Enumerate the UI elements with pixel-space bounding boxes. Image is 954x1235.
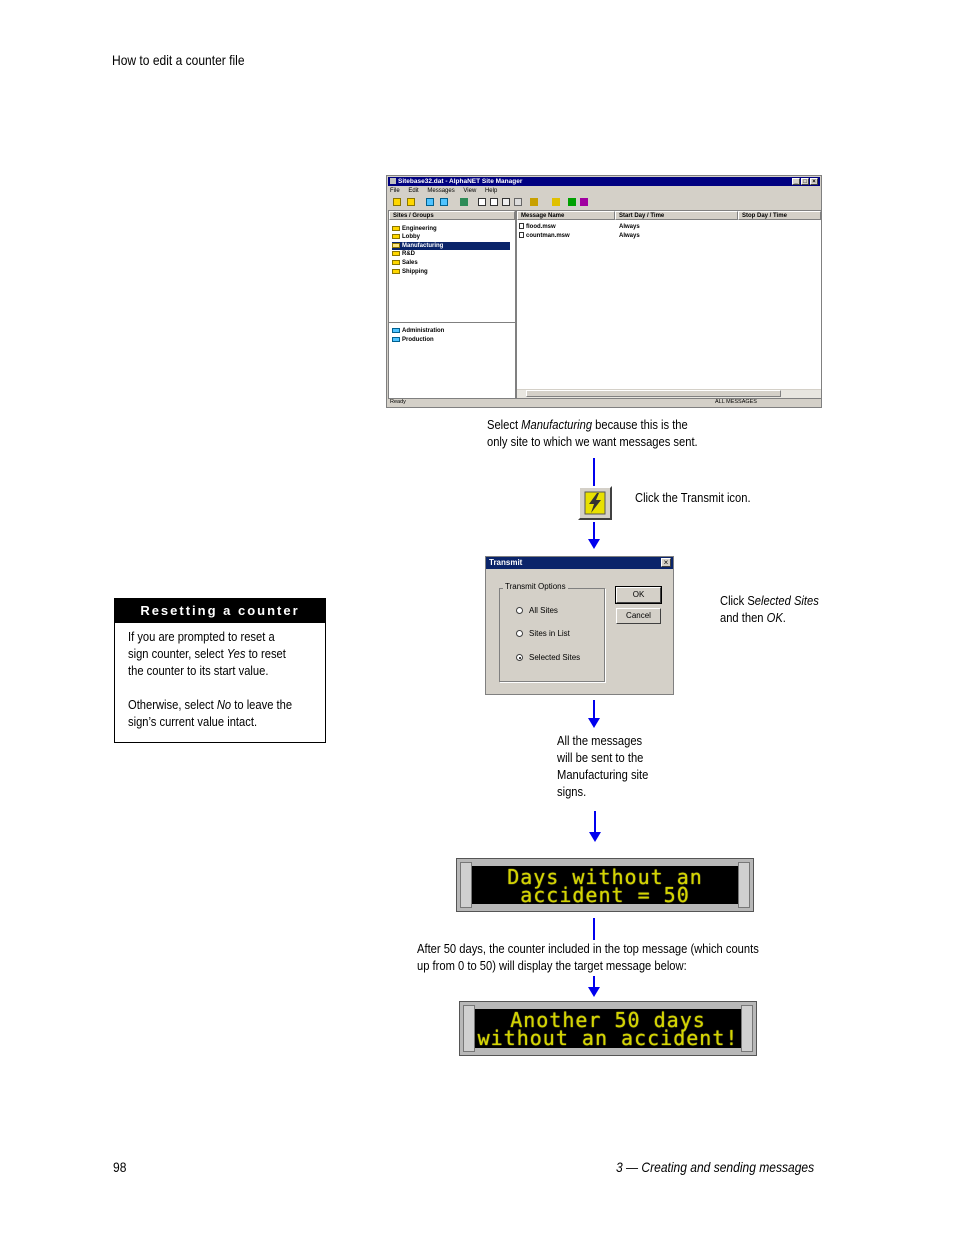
click-caption-line2: and then OK. — [720, 610, 786, 625]
open-group-icon[interactable] — [440, 198, 448, 206]
resetting-counter-sidebar — [114, 598, 326, 743]
after-caption-1: After 50 days, the counter included in the top message (which counts — [417, 941, 759, 956]
status-icon[interactable] — [568, 198, 576, 206]
led-screen — [475, 1009, 741, 1048]
menu-help[interactable]: Help — [484, 188, 498, 194]
transmit-dialog — [485, 556, 674, 695]
menu-edit[interactable]: Edit — [408, 188, 419, 194]
sidebar-text: sign’s current value intact. — [128, 714, 258, 729]
site-rnd[interactable]: R&D — [392, 250, 415, 258]
help-icon[interactable] — [580, 198, 588, 206]
transmit-icon[interactable] — [578, 486, 612, 520]
sidebar-text: If you are prompted to reset a — [128, 629, 275, 644]
page-header: How to edit a counter file — [112, 52, 245, 68]
window-titlebar — [388, 177, 820, 186]
message-row[interactable]: flood.msw — [519, 223, 556, 231]
dialog-title: Transmit — [486, 557, 673, 569]
sidebar-text: Otherwise, select No to leave the — [128, 697, 293, 712]
sent-caption-4: signs. — [557, 784, 587, 799]
toolbar — [390, 197, 818, 207]
dialog-close-icon[interactable]: × — [661, 558, 671, 567]
menu-view[interactable]: View — [463, 188, 477, 194]
folder-icon — [392, 234, 400, 239]
open-site-icon[interactable] — [407, 198, 415, 206]
arrow-head — [589, 832, 601, 842]
new-group-icon[interactable] — [426, 198, 434, 206]
edit-message-icon[interactable] — [490, 198, 498, 206]
menu-bar — [390, 187, 504, 196]
sites-pane — [388, 210, 516, 323]
folder-open-icon — [392, 243, 400, 248]
column-stop[interactable]: Stop Day / Time — [738, 211, 821, 220]
arrow-line — [593, 918, 595, 940]
document-icon — [519, 232, 524, 238]
site-manager-window — [386, 175, 822, 408]
site-engineering[interactable]: Engineering — [392, 225, 437, 233]
close-icon[interactable]: × — [810, 178, 818, 185]
message-start: Always — [619, 233, 640, 239]
maximize-icon[interactable]: □ — [801, 178, 809, 185]
group-label: Transmit Options — [505, 582, 566, 591]
sent-caption-3: Manufacturing site — [557, 767, 649, 782]
sign-icon[interactable] — [460, 198, 468, 206]
sign-end-cap — [460, 862, 472, 908]
document-icon — [519, 223, 524, 229]
click-caption: Click Selected Sites — [720, 593, 819, 608]
site-lobby[interactable]: Lobby — [392, 233, 420, 241]
folder-icon — [392, 260, 400, 265]
folder-icon — [392, 251, 400, 256]
edit-pencil-icon[interactable] — [530, 198, 538, 206]
status-ready: Ready — [390, 399, 406, 405]
folder-icon — [392, 226, 400, 231]
cancel-button[interactable]: Cancel — [616, 608, 661, 624]
page-number: 98 — [113, 1159, 127, 1175]
radio-all-sites[interactable] — [516, 607, 523, 614]
label-selected-sites: Selected Sites — [529, 653, 581, 662]
arrow-line — [593, 458, 595, 486]
label-sites-in-list: Sites in List — [529, 629, 570, 638]
app-icon — [390, 178, 396, 184]
led-screen — [472, 865, 738, 907]
ok-button[interactable]: OK — [616, 587, 661, 603]
groups-pane — [388, 322, 516, 399]
menu-messages[interactable]: Messages — [427, 188, 455, 194]
transmit-toolbar-icon[interactable] — [552, 198, 560, 206]
status-bar — [388, 398, 820, 406]
column-message-name[interactable]: Message Name — [517, 211, 615, 220]
minimize-icon[interactable]: _ — [792, 178, 800, 185]
message-start: Always — [619, 224, 640, 230]
status-view: ALL MESSAGES — [715, 399, 757, 405]
scroll-thumb[interactable] — [526, 390, 781, 397]
sites-groups-header[interactable]: Sites / Groups — [389, 211, 515, 220]
site-sales[interactable]: Sales — [392, 259, 418, 267]
sidebar-heading: Resetting a counter — [115, 599, 325, 623]
select-caption: Select Manufacturing because this is the — [487, 417, 688, 432]
column-start[interactable]: Start Day / Time — [615, 211, 738, 220]
select-caption-line2: only site to which we want messages sent. — [487, 434, 698, 449]
led-sign-counter — [456, 858, 754, 912]
messages-pane — [516, 210, 822, 399]
led-sign-target — [459, 1001, 757, 1056]
sidebar-text: sign counter, select Yes to reset — [128, 646, 286, 661]
arrow-line — [593, 522, 595, 540]
arrow-head — [588, 539, 600, 549]
sign-end-cap — [738, 862, 750, 908]
menu-file[interactable]: File — [390, 188, 400, 194]
group-administration[interactable]: Administration — [392, 327, 444, 335]
led-line-2: without an accident! — [477, 1026, 739, 1050]
message-row[interactable]: countman.msw — [519, 232, 570, 240]
after-caption-2: up from 0 to 50) will display the target message below: — [417, 958, 687, 973]
sign-end-cap — [741, 1005, 753, 1052]
arrow-head — [588, 718, 600, 728]
horizontal-scrollbar[interactable] — [517, 389, 821, 398]
new-site-icon[interactable] — [393, 198, 401, 206]
sidebar-body — [115, 623, 325, 735]
led-line-2: accident = 50 — [520, 883, 690, 907]
label-all-sites: All Sites — [529, 606, 558, 615]
transmit-caption: Click the Transmit icon. — [635, 490, 751, 505]
group-folder-icon — [392, 328, 400, 333]
arrow-head — [588, 987, 600, 997]
chapter-title: 3 — Creating and sending messages — [616, 1159, 815, 1175]
sign-end-cap — [463, 1005, 475, 1052]
sent-caption-1: All the messages — [557, 733, 643, 748]
sidebar-text: the counter to its start value. — [128, 663, 269, 678]
group-production[interactable]: Production — [392, 336, 434, 344]
window-title: Sitebase32.dat - AlphaNET Site Manager — [398, 178, 523, 185]
site-manufacturing[interactable]: Manufacturing — [392, 242, 510, 250]
copy-message-icon[interactable] — [502, 198, 510, 206]
led-line-1: Another 50 days — [510, 1008, 706, 1032]
site-shipping[interactable]: Shipping — [392, 268, 428, 276]
properties-icon[interactable] — [514, 198, 522, 206]
folder-icon — [392, 269, 400, 274]
led-line-1: Days without an — [507, 865, 703, 889]
arrow-line — [593, 700, 595, 718]
new-message-icon[interactable] — [478, 198, 486, 206]
group-folder-icon — [392, 337, 400, 342]
arrow-line — [594, 811, 596, 833]
radio-selected-sites[interactable] — [516, 654, 523, 661]
sent-caption-2: will be sent to the — [557, 750, 644, 765]
radio-sites-in-list[interactable] — [516, 630, 523, 637]
